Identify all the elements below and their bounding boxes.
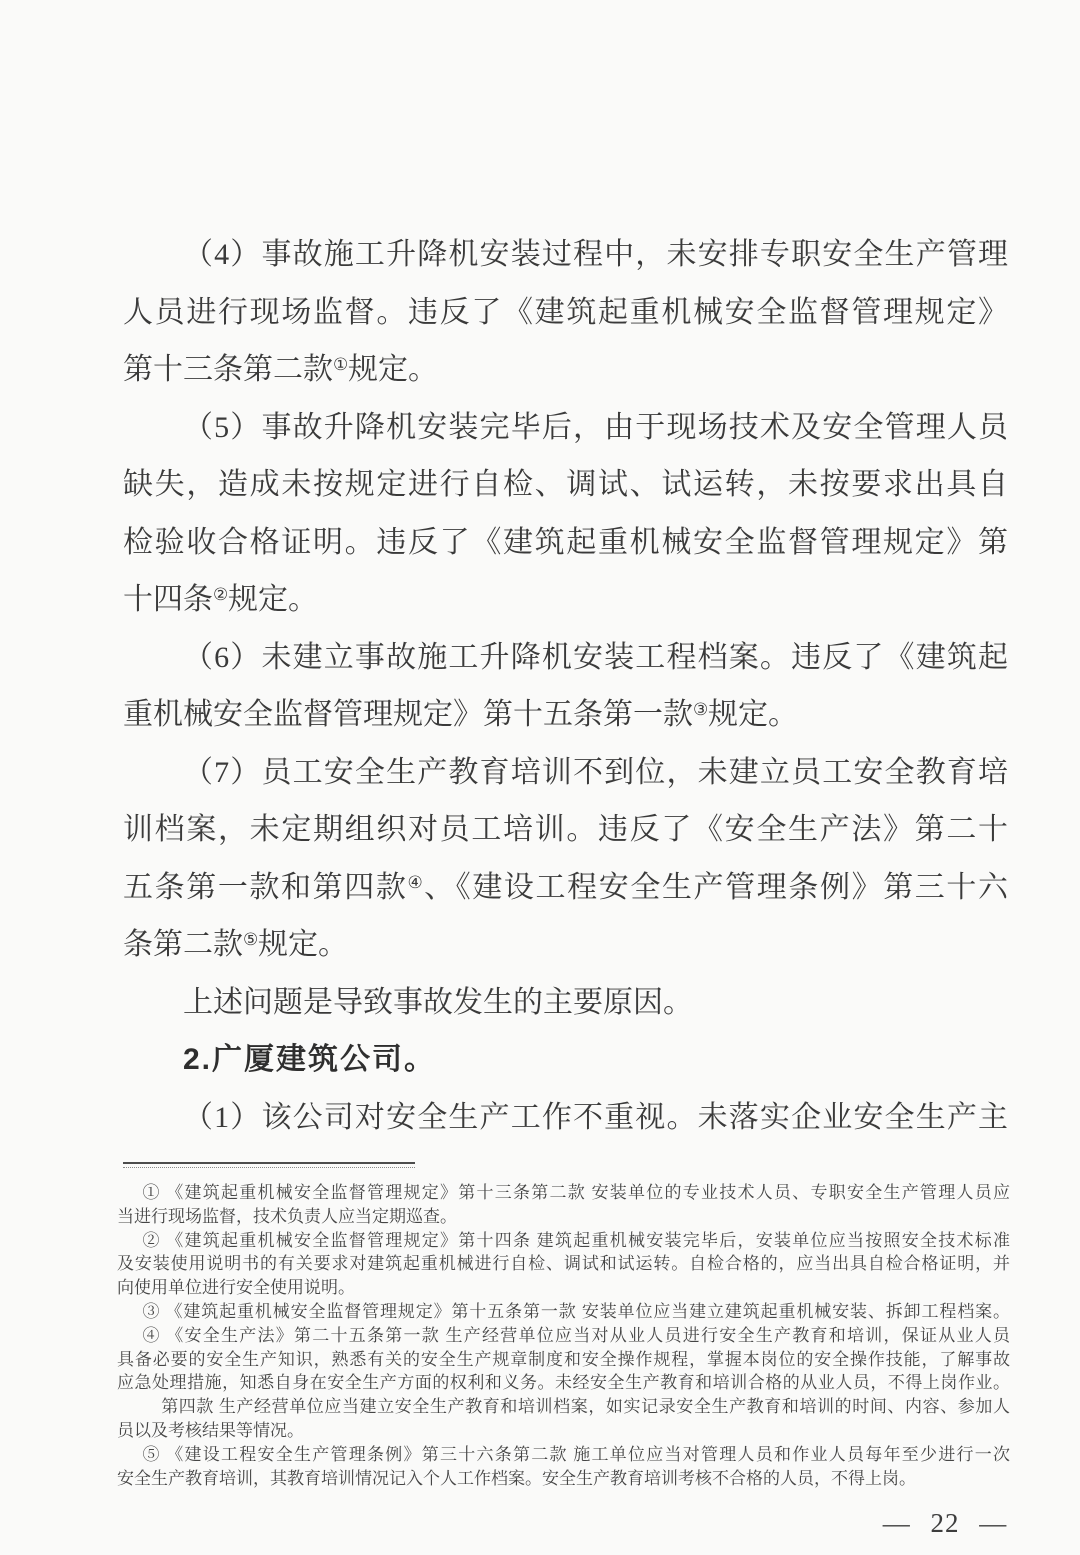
body-line: （6）未建立事故施工升降机安装工程档案。违反了《建筑起 [183, 640, 1008, 674]
body-line: 检验收合格证明。违反了《建筑起重机械安全监督管理规定》第 [123, 525, 1008, 559]
body-line: 上述问题是导致事故发生的主要原因。 [183, 985, 693, 1019]
footnote-line: ④ 《安全生产法》第二十五条第一款 生产经营单位应当对从业人员进行安全生产教育和培训，保证从业人员 [142, 1325, 1010, 1345]
page-number: — 22 — [882, 1508, 1008, 1538]
body-line: 人员进行现场监督。违反了《建筑起重机械安全监督管理规定》 [123, 295, 1008, 329]
footnote-ref-sup: ⑤ [243, 929, 259, 949]
body-line: 训档案，未定期组织对员工培训。违反了《安全生产法》第二十 [123, 813, 1008, 846]
body-line: （5）事故升降机安装完毕后，由于现场技术及安全管理人员 [183, 410, 1008, 444]
footnote-line: ① 《建筑起重机械安全监督管理规定》第十三条第二款 安装单位的专业技术人员、专职安全生产管理人员应 [142, 1183, 1010, 1202]
footnote-ref-sup: ② [213, 584, 229, 604]
body-line: （7）员工安全生产教育培训不到位，未建立员工安全教育培 [183, 755, 1008, 789]
footnote-ref-sup: ④ [407, 872, 425, 892]
footnote-line: 第四款 生产经营单位应当建立安全生产教育和培训档案，如实记录安全生产教育和培训的时间、内容、参加人 [161, 1397, 1010, 1417]
footnotes-section [117, 1181, 1010, 1490]
body-line: 2.广厦建筑公司。 [183, 1043, 437, 1076]
footnote-ref-sup: ① [333, 354, 349, 374]
footnote-line: 具备必要的安全生产知识，熟悉有关的安全生产规章制度和安全操作规程，掌握本岗位的安全操作技能，了解事故 [117, 1349, 1010, 1369]
footnote-line: 应急处理措施，知悉自身在安全生产方面的权利和义务。未经安全生产教育和培训合格的从业人员，不得上岗作业。 [117, 1373, 1010, 1393]
body-text [123, 226, 1008, 1146]
footnote-line: 及安装使用说明书的有关要求对建筑起重机械进行自检、调试和试运转。自检合格的，应当出具自检合格证明，并 [117, 1254, 1010, 1274]
footnote-line: 员以及考核结果等情况。 [117, 1420, 304, 1440]
body-line: 第十三条第二款①规定。 [123, 353, 439, 386]
footnote-line: 当进行现场监督，技术负责人应当定期巡查。 [117, 1206, 457, 1226]
footnote-line: ⑤ 《建设工程安全生产管理条例》第三十六条第二款 施工单位应当对管理人员和作业人员每年至少进行一次 [142, 1444, 1010, 1464]
body-line: 缺失，造成未按规定进行自检、调试、试运转，未按要求出具自 [123, 468, 1008, 501]
footnote-line: ③ 《建筑起重机械安全监督管理规定》第十五条第一款 安装单位应当建立建筑起重机械安装、拆卸工程档案。 [142, 1301, 1010, 1321]
body-line: 条第二款⑤规定。 [123, 928, 349, 961]
body-line: 十四条②规定。 [123, 583, 319, 616]
footnote-separator-line [123, 1162, 415, 1168]
footnote-ref-sup: ③ [693, 699, 709, 719]
footnote-line: 向使用单位进行安全使用说明。 [117, 1278, 355, 1298]
body-line: 重机械安全监督管理规定》第十五条第一款③规定。 [123, 698, 799, 731]
body-line: （1）该公司对安全生产工作不重视。未落实企业安全生产主 [183, 1100, 1008, 1134]
footnote-line: ② 《建筑起重机械安全监督管理规定》第十四条 建筑起重机械安装完毕后，安装单位应当按照安全技术标准 [142, 1230, 1010, 1250]
body-line: （4）事故施工升降机安装过程中，未安排专职安全生产管理 [183, 238, 1008, 271]
footnote-line: 安全生产教育培训，其教育培训情况记入个人工作档案。安全生产教育培训考核不合格的人员，不得上岗。 [117, 1468, 916, 1488]
body-line: 五条第一款和第四款④、《建设工程安全生产管理条例》第三十六 [123, 870, 1009, 904]
